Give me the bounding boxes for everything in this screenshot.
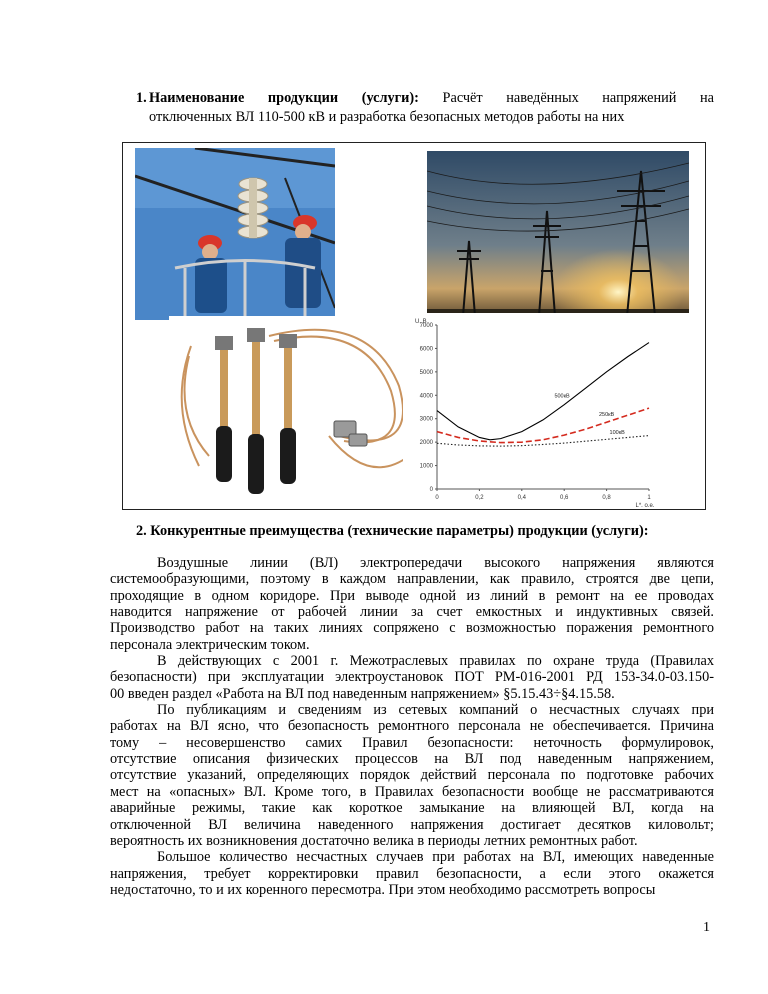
heading-line-2: отключенных ВЛ 110-500 кВ и разработка безопасных методов работы на них (149, 109, 625, 125)
section-2-heading: 2. Конкурентные преимущества (технические параметры) продукции (услуги): (136, 523, 649, 539)
y-tick-label: 4000 (419, 393, 433, 400)
y-tick-label: 3000 (419, 416, 433, 423)
product-illustration-collage (122, 142, 706, 510)
paragraph-line: Производство работ на таких линиях сопряжено с возможностью поражения ремонтного (110, 620, 714, 637)
page-number: 1 (703, 920, 710, 935)
x-tick-label: 0,4 (517, 495, 526, 501)
paragraph-line: тому – несовершенство самих Правил безопасности: неточность формулировок, (110, 734, 714, 751)
x-tick-label: 1 (647, 495, 651, 501)
heading-bold-label: Наименование продукции (услуги): (149, 90, 419, 106)
y-tick-label: 7000 (419, 323, 433, 329)
series-label: 250кВ (598, 412, 615, 419)
paragraph-line: мест на «опасных» ВЛ. Кроме того, в Правилах безопасности вообще не рассматриваются (110, 783, 714, 800)
paragraph-line: персонала электрическим током. (110, 636, 310, 653)
paragraph (110, 849, 714, 898)
induced-voltage-chart (403, 313, 699, 507)
y-tick-label: 0 (429, 487, 433, 493)
paragraph-line: вероятность их возникновения достаточно велика в периоды летних ремонтных работ. (110, 832, 638, 849)
paragraph-line: напряжения, требует корректировки правил безопасности, а если этого окажется (110, 865, 714, 882)
paragraph-line: работах на ВЛ ясно, что безопасность ремонтного персонала не обеспечивается. Причина (110, 718, 714, 735)
paragraph (110, 653, 714, 702)
paragraph (110, 702, 714, 849)
chart-plot-area (403, 313, 699, 507)
portable-grounding-photo (169, 316, 419, 506)
x-tick-label: 0,2 (475, 495, 484, 501)
x-tick-label: 0 (435, 495, 439, 501)
series-line-250кВ (437, 408, 649, 442)
heading-line-1 (149, 89, 714, 108)
y-tick-label: 5000 (419, 369, 433, 376)
y-tick-label: 6000 (419, 346, 433, 353)
y-tick-label: 1000 (419, 463, 433, 470)
x-tick-label: 0,6 (560, 495, 569, 501)
linemen-photo (135, 148, 335, 320)
paragraph-line: По публикациям и сведениям из сетевых компаний о несчастных случаях при (157, 702, 714, 719)
paragraph-line: аварийные режимы, такие как короткое замыкание на влияющей ВЛ, когда на (110, 800, 714, 817)
x-tick-label: 0,8 (602, 495, 611, 501)
series-line-500кВ (437, 343, 649, 440)
series-line-100кВ (437, 436, 649, 447)
y-axis-label: U, В (415, 319, 427, 325)
paragraph-line: отсутствие указаний, определяющих порядок действий персонала по подготовке рабочих (110, 767, 714, 784)
body-text (110, 555, 714, 898)
paragraph-line: 00 введен раздел «Работа на ВЛ под наведенным напряжением» §5.15.43÷§4.15.58. (110, 685, 615, 702)
y-tick-label: 2000 (419, 440, 433, 447)
series-label: 100кВ (609, 429, 625, 436)
paragraph-line: системообразующими, поэтому в каждом направлении, как правило, строятся две цепи, (110, 571, 714, 588)
paragraph-line: проходящие в одном коридоре. При выводе одной из линий в ремонт на ее проводах (110, 587, 714, 604)
section-number: 1. (136, 90, 147, 106)
series-label: 500кВ (554, 393, 570, 400)
heading-line-1-rest: Расчёт наведённых напряжений на (442, 90, 715, 106)
transmission-towers-sunset-photo (427, 151, 689, 323)
paragraph-line: отсутствие описания физических процессов на ВЛ под наведенным напряжением, (110, 751, 714, 768)
paragraph-line: наводится напряжение от рабочей линии за счет емкостных и индуктивных связей. (110, 604, 714, 621)
paragraph-line: Воздушные линии (ВЛ) электропередачи высокого напряжения являются (157, 555, 714, 571)
paragraph-line: недостаточно, то и их коренного пересмотра. При этом необходимо рассмотреть вопросы (110, 881, 656, 898)
paragraph-line: отключенной ВЛ величина наведенного напряжения достигает десятков киловольт; (110, 816, 714, 833)
paragraph-line: В действующих с 2001 г. Межотраслевых правилах по охране труда (Правилах (157, 653, 714, 670)
x-axis-label: L*, о.е. (635, 503, 655, 507)
paragraph-line: безопасности) при эксплуатации электроустановок ПОТ РМ-016-2001 РД 153-34.0-03.150- (110, 669, 714, 686)
paragraph-line: Большое количество несчастных случаев при работах на ВЛ, имеющих наведенные (157, 849, 714, 866)
paragraph (110, 555, 714, 653)
